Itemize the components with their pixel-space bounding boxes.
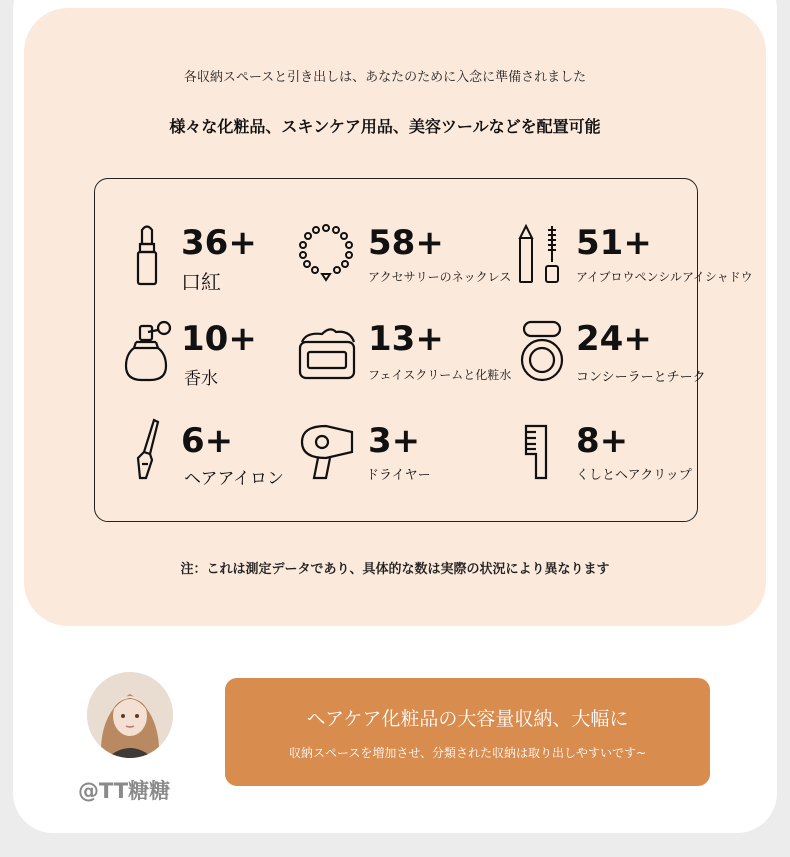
- count-necklace: 58+: [368, 223, 444, 263]
- hair-iron-icon: [122, 418, 182, 482]
- count-eyebrow: 51+: [576, 223, 652, 263]
- face-cream-icon: [296, 318, 356, 382]
- review-title: ヘアケア化粧品の大容量収納、大幅に: [306, 708, 629, 730]
- label-dryer: ドライヤー: [366, 468, 431, 483]
- comb-icon: [512, 418, 572, 482]
- label-cream: フェイスクリームと化粧水: [368, 368, 512, 382]
- avatar: [87, 672, 173, 758]
- count-comb: 8+: [576, 421, 629, 461]
- perfume-icon: [122, 318, 182, 382]
- compact-icon: [512, 318, 572, 382]
- reviewer-handle: @TT糖糖: [78, 779, 171, 803]
- count-compact: 24+: [576, 319, 652, 359]
- label-compact: コンシーラーとチーク: [576, 370, 706, 385]
- count-perfume: 10+: [181, 319, 257, 359]
- eyebrow-pencil-icon: [512, 222, 572, 286]
- count-dryer: 3+: [368, 421, 421, 461]
- review-banner: [225, 678, 710, 786]
- label-lipstick: 口紅: [181, 270, 221, 294]
- measurement-note: 注：これは測定データであり、具体的な数は実際の状況により異なります: [180, 562, 610, 577]
- label-perfume: 香水: [184, 369, 218, 389]
- label-comb: くしとヘアクリップ: [576, 468, 692, 483]
- label-necklace: アクセサリーのネックレス: [368, 270, 512, 284]
- review-subtitle: 収納スペースを増加させ、分類された収納は取り出しやすいです~: [288, 746, 647, 760]
- reviewer-portrait: [87, 672, 173, 758]
- label-hair-iron: ヘアアイロン: [184, 469, 284, 489]
- intro-line: 各収納スペースと引き出しは、あなたのために入念に準備されました: [183, 70, 587, 85]
- label-eyebrow: アイブロウペンシルアイシャドウ: [576, 270, 753, 284]
- count-cream: 13+: [368, 319, 444, 359]
- hair-dryer-icon: [296, 418, 356, 482]
- headline: 様々な化粧品、スキンケア用品、美容ツールなどを配置可能: [169, 117, 601, 136]
- count-lipstick: 36+: [181, 223, 257, 263]
- necklace-icon: [296, 222, 356, 286]
- count-hair-iron: 6+: [181, 421, 234, 461]
- lipstick-icon: [128, 222, 188, 286]
